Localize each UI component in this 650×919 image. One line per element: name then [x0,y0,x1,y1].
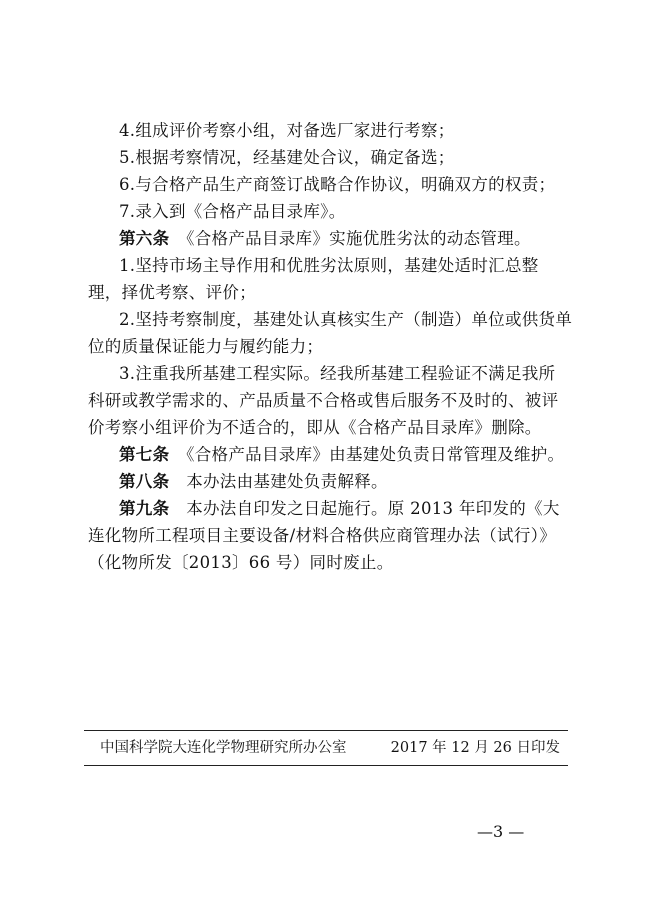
body-line-16: 连化物所工程项目主要设备/材料合格供应商管理办法（试行）》 [88,526,557,545]
document-body [88,117,573,576]
issuing-office: 中国科学院大连化学物理研究所办公室 [100,740,347,756]
footer-top-rule [84,730,568,731]
body-line-10: 3.注重我所基建工程实际。经我所基建工程验证不满足我所 [119,364,556,383]
body-line-9: 位的质量保证能力与履约能力； [88,337,324,356]
article-7-title: 第七条 [119,445,170,464]
body-line-2: 5.根据考察情况，经基建处合议，确定备选； [119,148,455,167]
body-line-12: 价考察小组评价为不适合的，即从《合格产品目录库》删除。 [88,418,542,437]
article-9: 第九条 本办法自印发之日起施行。原 2013 年印发的《大 [119,499,560,518]
footer-bottom-rule [84,765,568,766]
body-line-6: 1.坚持市场主导作用和优胜劣汰原则，基建处适时汇总整 [119,256,539,275]
page-number: —3 — [477,822,525,841]
article-6-title: 第六条 [119,229,170,248]
body-line-3: 6.与合格产品生产商签订战略合作协议，明确双方的权责； [119,175,556,194]
body-line-1: 4.组成评价考察小组，对备选厂家进行考察； [119,121,455,140]
article-7: 第七条 《合格产品目录库》由基建处负责日常管理及维护。 [119,445,565,464]
body-line-17: （化物所发〔2013〕66 号）同时废止。 [88,553,394,572]
issue-date: 2017 年 12 月 26 日印发 [390,740,560,756]
article-8-title: 第八条 [119,472,170,491]
article-9-title: 第九条 [119,499,170,518]
body-line-7: 理，择优考察、评价； [88,283,256,302]
body-line-8: 2.坚持考察制度，基建处认真核实生产（制造）单位或供货单 [119,310,573,329]
body-line-4: 7.录入到《合格产品目录库》。 [119,202,346,221]
body-line-11: 科研或教学需求的、产品质量不合格或售后服务不及时的、被评 [88,391,559,410]
article-8: 第八条 本办法由基建处负责解释。 [119,472,388,491]
article-6: 第六条 《合格产品目录库》实施优胜劣汰的动态管理。 [119,229,531,248]
